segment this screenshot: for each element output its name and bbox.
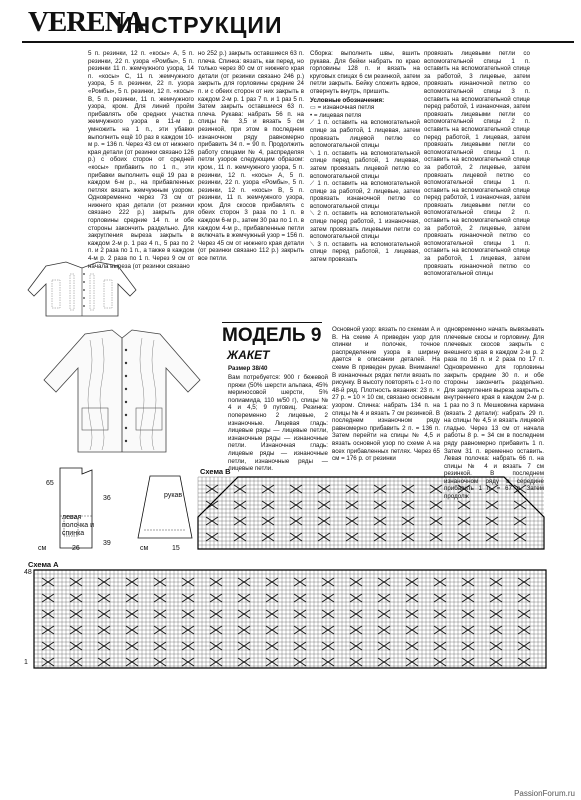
purl-symbol-icon: ▭ bbox=[310, 104, 318, 112]
dim-label: 15 bbox=[172, 545, 180, 552]
model-subtitle: ЖАКЕТ bbox=[227, 348, 270, 362]
legend-item: ▭ = изнаночная петля bbox=[310, 104, 375, 112]
cable-symbol-icon: ⟍ bbox=[310, 240, 318, 248]
legend-item: ⟍ 2 п. оставить на вспомогательной спице перед работой, 1 изнаночная, затем провязать лицевыми петли со вспомогательной спицы bbox=[310, 210, 420, 241]
model-title: МОДЕЛЬ 9 bbox=[222, 325, 322, 346]
text-column-2: но 252 р.) закрыть оставшиеся 63 п. плеча. Спинка: вязать, как перед, но только через 80 см от нижнего края детали (от резинки связано 246 р.) закрыть для горловины средние 24 п. и с обеих сторон от них закрыть в каждом 2-м р. 1 раз 7 п. и 1 раз 5 п. Затем закрыть оставшиеся 63 п. плеча. Рукава: набрать 56 п. на спицы № 3,5 и вязать 5 см резинкой, при этом в последнем изнаночном ряду равномерно прибавить 34 п. = 90 п. Продолжить работу спицами № 4, распределяя петли узоров следующим образом: кром., 11 п. жемчужного узора, 5 п. резинки, 12 п. «косы» A, 5 п. резинки, 22 п. узора «Ромбы», 5 п. резинки, 12 п. «косы» B, 5 п. резинки, 11 п. жемчужного узора, кром. Для скосов прибавлять с обеих сторон 3 раза по 1 п. в каждом 6-м р., затем 30 раз по 1 п. в каждом 4-м р., прибавленные петли включать в жемчужный узор = 156 п. Через 45 см от нижнего края детали (от резинки связано 112 р.) закрыть все петли. bbox=[198, 50, 304, 263]
dim-unit: см bbox=[38, 545, 47, 552]
legend-item: ⟋ 1 п. оставить на вспомогательной спице за работой, 1 лицевая, затем провязать лицевой петлю со вспомогательной спицы bbox=[310, 119, 420, 150]
pattern-sleeve bbox=[130, 472, 200, 552]
legend-title: Условные обозначения: bbox=[310, 96, 385, 104]
assembly-text: Сборка: выполнить швы, вшить рукава. Для бейки набрать по краю горловины 128 п. и вязать на круговых спицах 6 см резинкой, затем петли закрыть. Бейку сложить вдвое, отвернуть внутрь, пришить. bbox=[310, 50, 420, 95]
text-column-3 bbox=[310, 50, 420, 320]
model-size: Размер 38/40 bbox=[228, 365, 268, 372]
chart-b bbox=[198, 477, 544, 549]
text-column-1: 5 п. резинки, 12 п. «косы» A, 5 п. резинки, 22 п. узора «Ромбы», 5 п. резинки 11 п. жемчужного узора, 14 п. «косы» C, 11 п. жемчужного узора, 5 п. резинки, 22 п. узора «Ромбы», 5 п. резинки, 12 п. «косы» B, 5 п. резинки, 11 п. жемчужного узора, кром. Для линий пройм прибавлять обе средних участка жемчужного узора в 11-м р. умножить на 1 п., эти убавки выполнить ещё 10 раз в каждом 10-м р. = 136 п. Через 43 см от нижнего края детали (от резинки связано 126 р.) с обоих сторон от средней «косы» прибавить по 1 п., эти прибавки выполнить ещё 19 раз в каждом 6-м р., на прибавленных петлях вязать жемчужным узором. Одновременно через 73 см от нижнего края детали (от резинки связано 222 р.) закрыть для горловины средние 14 п. и обе стороны закончить раздельно. Для закругления выреза закрыть в каждом 2-м р. 1 раз 4 п., 5 раз по 2 п. и 2 раза по 1 п., а также в каждом 4-м р. 2 раза по 1 п. Через 9 см от начала выреза (от резинки связано bbox=[88, 50, 194, 270]
text-column-4: провязать лицевыми петли со вспомогательной спицы 1 п. оставить на вспомогательной спице за работой, 3 лицевые, затем провязать изнаночной петлю со вспомогательной спицы 3 п. оставить на вспомогательной спице перед работой, 1 изнаночная, затем провязать лицевыми петли со вспомогательной спицы 2 п. оставить на вспомогательной спице перед работой, 1 лицевая, затем провязать лицевыми петли со вспомогательной спицы 1 п. оставить на вспомогательной спице за работой, 2 лицевые, затем провязать лицевой петлю со вспомогательной спицы 1 п. оставить на вспомогательной спице перед работой, 1 изнаночная, затем провязать лицевыми петли со вспомогательной спицы 2 п. оставить на вспомогательной спице за работой, 2 лицевые, затем провязать изнаночной петлю со вспомогательной спицы 1 п. оставить на вспомогательной спице за работой, 1 лицевая, затем провязать изнаночной петлю со вспомогательной спицы bbox=[424, 50, 530, 278]
chart-a bbox=[34, 570, 546, 668]
chart-grid bbox=[34, 570, 546, 668]
text-column-right: одновременно начать вывязывать плечевые скосы и горловину. Для плечевых скосов закрыть с внешнего края в каждом 2-м р. 2 раза по 16 п. и 2 раза по 17 п. Одновременно для горловины закрыть средние 30 п. и обе стороны закончить раздельно. Для закругления выреза закрыть с внутреннего края в каждом 2-м р. 1 раз по 3 п. Мешковина кармана (вязать 2 детали): набрать 29 п. на спицы № 4,5 и вязать лицевой гладью. Через 13 см от начала работы 8 р. = 34 см в последнем ряду равномерно прибавить 1 п. Затем 31 п. временно оставить. Левая полочка: набрать 66 п. на спицы № 4 и вязать 7 см резинкой. В последнем изнаночном ряду в середине прибавить 1 п. = 67 п. Затем продолж bbox=[444, 326, 544, 501]
jacket-sketch bbox=[26, 260, 138, 318]
chart-b-caption: Схема В bbox=[200, 467, 231, 476]
dim-label: 26 bbox=[72, 545, 80, 552]
dim-label: 36 bbox=[103, 495, 111, 502]
cable-symbol-icon: ⟍ bbox=[310, 210, 318, 218]
jacket-drawing bbox=[30, 330, 215, 455]
legend-item: ⟋ 1 п. оставить на вспомогательной спице за работой, 2 лицевые, затем провязать изнаночной петлю со вспомогательной спицы bbox=[310, 180, 420, 210]
chart-row-mark: 1 bbox=[24, 659, 28, 666]
pattern-label-front: левая полочка и спинка bbox=[62, 514, 95, 537]
page-title: ИНСТРУКЦИИ bbox=[116, 12, 283, 38]
pattern-label-sleeve: рукав bbox=[164, 492, 183, 499]
cable-symbol-icon: ⟍ bbox=[310, 149, 318, 157]
pattern-front-back bbox=[30, 462, 130, 557]
chart-grid bbox=[198, 477, 544, 549]
model-materials: Вам потребуется: 900 г бежевой пряжи (50% шерсти альпака, 45% мериносовой шерсти, 5% полиамида, 110 м/50 г), спицы № 4 и 4,5; 9 пуговиц. Резинка: попеременно 2 лицевые, 2 изнаночные. Лицевая гладь: лицевые ряды — лицевые петли, изнаночные ряды — изнаночные петли. Изнаночная гладь: лицевые ряды — изнаночные петли, изнаночные ряды — лицевые петли. bbox=[228, 374, 328, 473]
dim-unit: см bbox=[140, 545, 149, 552]
legend-item: • = лицевая петля bbox=[310, 111, 362, 119]
dim-label: 39 bbox=[103, 540, 111, 547]
legend-item: ⟍ 1 п. оставить на вспомогательной спице перед работой, 1 лицевая, затем провязать лицевой петлю со вспомогательной спицы bbox=[310, 149, 420, 180]
header-rule bbox=[22, 41, 574, 43]
watermark: PassionForum.ru bbox=[514, 789, 575, 798]
chart-row-mark: 48 bbox=[24, 569, 32, 576]
text-column-mid: Основной узор: вязать по схемам А и В. На схеме А приведен узор для спинки и полочек, точное распределение узора в ширину дается в описании деталей. На схеме В приведен рукав. Внимание! В изнаночных рядах петли вязать по рисунку. В высоту повторять с 1-го по 48-й ряд. Плотность вязания: 23 п. × 27 р. = 10 × 10 см, связано основным узором. Спинка: набрать 134 п. на спицы № 4 и вязать 7 см резинкой. В последнем изнаночном ряду равномерно прибавить 2 п. = 136 п. Затем перейти на спицы № 4,5 и вязать основной узор по схеме А на всех прибавленных петлях. Через 65 см = 176 р. от резинки bbox=[332, 326, 440, 463]
knit-symbol-icon: • bbox=[310, 111, 314, 119]
chart-a-caption: Схема А bbox=[28, 560, 59, 569]
cable-symbol-icon: ⟋ bbox=[310, 180, 318, 188]
legend-item: ⟍ 3 п. оставить на вспомогательной спице перед работой, 1 лицевая, затем провязать bbox=[310, 240, 420, 264]
magazine-brand: VERENA bbox=[28, 6, 145, 38]
model-rule bbox=[222, 322, 322, 323]
dim-label: 65 bbox=[46, 480, 54, 487]
cable-symbol-icon: ⟋ bbox=[310, 119, 318, 127]
